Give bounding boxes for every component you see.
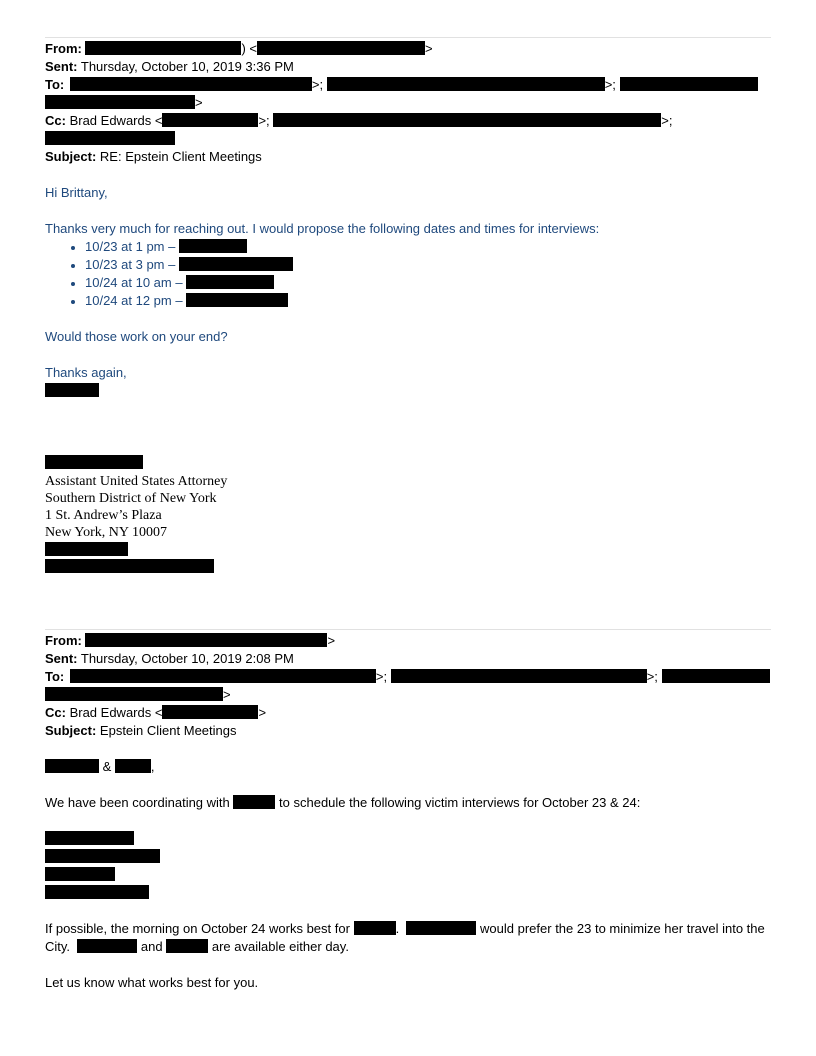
- signature-name: [45, 454, 143, 472]
- email2-paragraph-1: [45, 794, 640, 812]
- greeting-comma: ,: [150, 759, 155, 774]
- email2-to-line: [45, 668, 770, 686]
- body-text: to schedule the following victim interviews for October 23 & 24:: [279, 795, 641, 810]
- redacted-cc-recipient: [45, 131, 175, 145]
- redacted-list-item: [45, 867, 115, 881]
- proposed-time: 10/24 at 10 am –: [85, 275, 183, 290]
- signature-address2: New York, NY 10007: [45, 525, 167, 540]
- cc-separator: >;: [258, 113, 270, 128]
- redacted-cc-email: [162, 113, 258, 127]
- email2-paragraph-2: [45, 920, 771, 956]
- subject-value: Epstein Client Meetings: [99, 723, 237, 738]
- redacted-name: [77, 939, 137, 953]
- bullet-icon: [71, 282, 75, 286]
- email2-from-line: [45, 632, 335, 650]
- email2-greeting: [45, 758, 155, 776]
- redacted-recipient: [620, 77, 758, 91]
- sent-label: Sent:: [45, 651, 78, 666]
- recipient-end: >: [195, 95, 203, 110]
- redacted-recipient: [70, 77, 312, 91]
- cc-value: Brad Edwards <: [69, 113, 163, 128]
- redacted-recipient: [45, 95, 195, 109]
- proposed-times-list: [45, 238, 293, 310]
- signature-phone: [45, 541, 128, 559]
- redacted-cc-email: [162, 705, 258, 719]
- greeting-ampersand: &: [102, 759, 112, 774]
- redacted-name: [354, 921, 396, 935]
- body-text: We have been coordinating with: [45, 795, 230, 810]
- redacted-name: [166, 939, 208, 953]
- recipient-end: >: [223, 687, 231, 702]
- body-text: are available either day.: [211, 939, 349, 954]
- redacted-victim-list: [45, 866, 115, 884]
- to-label: To:: [45, 77, 65, 92]
- redacted-victim-list: [45, 848, 160, 866]
- bullet-icon: [71, 264, 75, 268]
- email2-sent-line: [45, 650, 294, 668]
- redacted-email: [45, 559, 214, 573]
- cc-value: Brad Edwards <: [69, 705, 163, 720]
- redacted-list-item: [45, 831, 134, 845]
- recipient-separator: >;: [375, 669, 388, 684]
- sent-label: Sent:: [45, 59, 78, 74]
- email1-to-line-continued: [45, 94, 203, 112]
- proposed-time: 10/24 at 12 pm –: [85, 293, 183, 308]
- recipient-separator: >;: [604, 77, 616, 92]
- redacted-name: [179, 239, 247, 253]
- from-end: >: [327, 633, 336, 648]
- email-divider: [45, 629, 771, 630]
- redacted-list-item: [45, 849, 160, 863]
- redacted-name: [186, 275, 274, 289]
- redacted-name: [179, 257, 293, 271]
- cc-separator: >;: [661, 113, 673, 128]
- recipient-separator: >;: [646, 669, 658, 684]
- redacted-sender-email: [257, 41, 425, 55]
- email1-closing: Thanks again,: [45, 365, 127, 380]
- from-label: From:: [45, 633, 82, 648]
- redacted-victim-list: [45, 884, 149, 902]
- proposed-time: 10/23 at 3 pm –: [85, 257, 176, 272]
- from-end: >: [425, 41, 433, 56]
- to-label: To:: [45, 669, 65, 684]
- sent-value: Thursday, October 10, 2019 3:36 PM: [80, 59, 294, 74]
- email1-subject-line: [45, 148, 262, 166]
- redacted-list-item: [45, 885, 149, 899]
- signature-email: [45, 558, 214, 576]
- redacted-recipient: [45, 687, 223, 701]
- body-text: .: [395, 921, 400, 936]
- signature-title: Assistant United States Attorney: [45, 474, 228, 489]
- redacted-name: [186, 293, 288, 307]
- redacted-name: [233, 795, 275, 809]
- email1-from-line: [45, 40, 433, 58]
- list-item: [45, 256, 293, 274]
- signature-office: Southern District of New York: [45, 491, 217, 506]
- email2-cc-line: [45, 704, 266, 722]
- redacted-name: [45, 759, 99, 773]
- redacted-phone: [45, 542, 128, 556]
- redacted-signature: [45, 383, 99, 397]
- list-item: [45, 292, 293, 310]
- email-divider-top: [45, 37, 771, 38]
- list-item: [45, 238, 293, 256]
- email2-paragraph-3: Let us know what works best for you.: [45, 975, 259, 990]
- bullet-icon: [71, 300, 75, 304]
- email1-cc-line: [45, 112, 673, 130]
- from-label: From:: [45, 41, 82, 56]
- subject-value: RE: Epstein Client Meetings: [99, 149, 262, 164]
- email1-sender-initials: [45, 382, 99, 400]
- sent-value: Thursday, October 10, 2019 2:08 PM: [80, 651, 294, 666]
- redacted-recipient: [70, 669, 376, 683]
- cc-end: >: [258, 705, 267, 720]
- email1-greeting: Hi Brittany,: [45, 185, 108, 200]
- from-separator: ) <: [241, 41, 258, 56]
- redacted-sender: [85, 633, 327, 647]
- redacted-cc-recipient: [273, 113, 661, 127]
- redacted-sender-name: [85, 41, 241, 55]
- body-text: and: [140, 939, 163, 954]
- cc-label: Cc:: [45, 705, 66, 720]
- redacted-victim-list: [45, 830, 134, 848]
- body-text: would prefer the 23 to minimize her travel into the City.: [45, 921, 765, 954]
- redacted-signer-name: [45, 455, 143, 469]
- cc-label: Cc:: [45, 113, 66, 128]
- email1-question: Would those work on your end?: [45, 329, 228, 344]
- list-item: [45, 274, 293, 292]
- email2-to-line-continued: [45, 686, 231, 704]
- redacted-name: [115, 759, 151, 773]
- recipient-separator: >;: [311, 77, 324, 92]
- email1-sent-line: [45, 58, 294, 76]
- redacted-recipient: [391, 669, 647, 683]
- body-text: If possible, the morning on October 24 works best for: [45, 921, 350, 936]
- email1-intro: Thanks very much for reaching out. I would propose the following dates and times for interviews:: [45, 221, 600, 236]
- email1-cc-line-continued: [45, 130, 175, 148]
- bullet-icon: [71, 246, 75, 250]
- subject-label: Subject:: [45, 723, 97, 738]
- subject-label: Subject:: [45, 149, 97, 164]
- signature-address1: 1 St. Andrew’s Plaza: [45, 508, 162, 523]
- redacted-recipient: [662, 669, 770, 683]
- redacted-recipient: [327, 77, 605, 91]
- proposed-time: 10/23 at 1 pm –: [85, 239, 176, 254]
- email1-to-line: [45, 76, 758, 94]
- redacted-name: [406, 921, 476, 935]
- email2-subject-line: [45, 722, 237, 740]
